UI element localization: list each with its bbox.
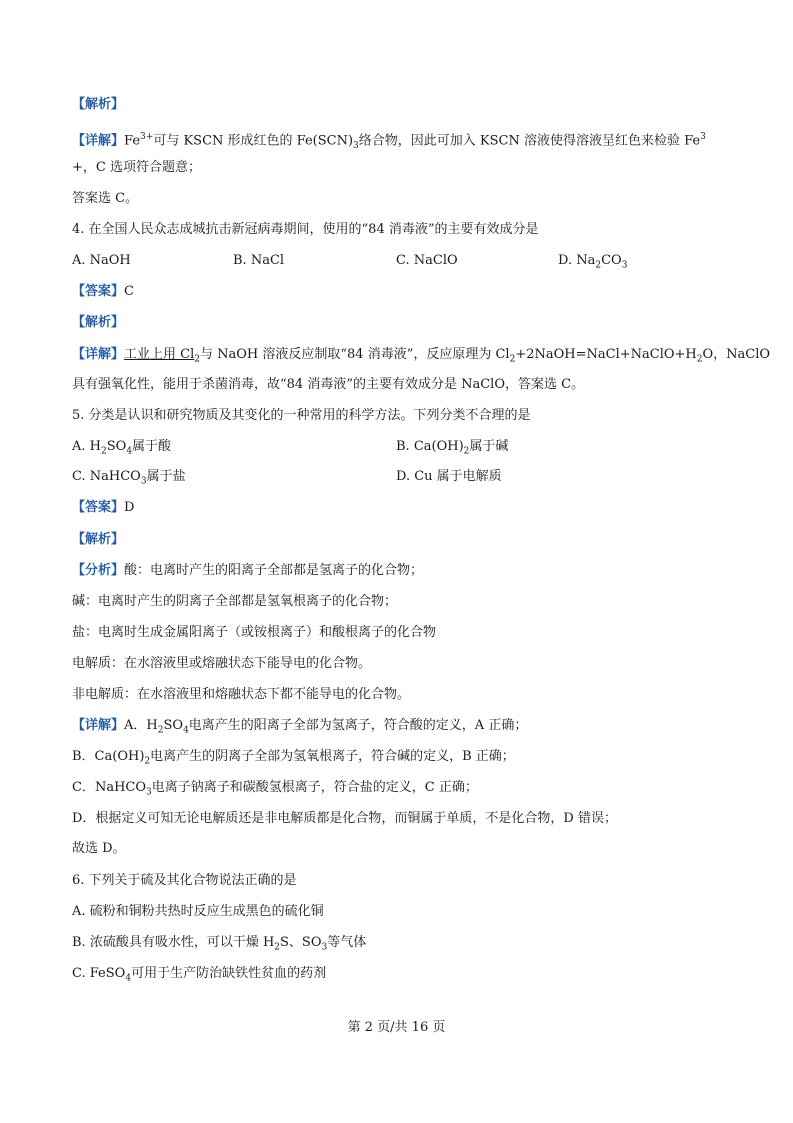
q3-answer-line — [72, 190, 138, 208]
option-text: A. H — [72, 439, 101, 454]
q4-answer-line — [72, 283, 134, 301]
q5-xiangjie-line-a — [72, 717, 527, 735]
text-run: Fe — [124, 133, 141, 149]
superscript: 3 — [700, 132, 706, 142]
jiexi-tag: 【解析】 — [72, 315, 125, 330]
q5-stem — [72, 407, 531, 425]
fenxi-tag: 【分析】 — [72, 563, 125, 578]
q4-jiexi-line — [72, 314, 124, 332]
answer-value: C — [124, 284, 134, 299]
q6-stem — [72, 872, 297, 890]
jiexi-tag: 【解析】 — [72, 97, 125, 112]
q6-option-b — [72, 934, 366, 952]
q5-answer-line — [72, 499, 134, 517]
q5-fenxi-line-4 — [72, 655, 371, 673]
daan-tag: 【答案】 — [72, 284, 125, 299]
q4-option-a — [72, 252, 131, 270]
q4-xiangjie-line-2 — [72, 376, 584, 394]
answer-text: 答案选 C。 — [72, 191, 139, 206]
q5-fenxi-line-3 — [72, 624, 436, 642]
text-run: A．H — [124, 718, 158, 733]
jiexi-tag: 【解析】 — [72, 532, 125, 547]
option-text: C. NaHCO — [72, 469, 141, 484]
text-run: +，C 选项符合题意； — [72, 160, 201, 175]
daan-tag: 【答案】 — [72, 500, 125, 515]
subscript: 3 — [146, 787, 152, 798]
subscript: 2 — [157, 725, 164, 736]
option-text: D. Cu 属于电解质 — [396, 469, 502, 484]
option-text: 属于酸 — [132, 439, 172, 454]
subscript: 3 — [140, 476, 147, 487]
option-text: B. 浓硫酸具有吸水性，可以干燥 H — [72, 935, 275, 950]
xiangjie-tag: 【详解】 — [72, 718, 125, 733]
subscript: 4 — [126, 446, 133, 457]
text-run: D．根据定义可知无论电解质还是非电解质都是化合物，而铜属于单质，不是化合物，D 错误； — [72, 811, 617, 826]
subscript: 4 — [125, 973, 132, 984]
q5-xiangjie-line-b — [72, 748, 515, 766]
text-run: 具有强氧化性，能用于杀菌消毒，故“84 消毒液”的主要有效成分是 NaClO，答案选 C。 — [72, 377, 585, 392]
text-run: O，NaClO — [702, 347, 771, 362]
q5-option-b — [396, 438, 508, 456]
subscript: 2 — [595, 260, 602, 271]
option-text: B. NaCl — [233, 253, 285, 268]
text-run: 与 NaOH 溶液反应制取“84 消毒液”，反应原理为 Cl — [200, 347, 510, 362]
q4-option-d — [558, 252, 627, 270]
q5-fenxi-line-2 — [72, 593, 397, 611]
xiangjie-tag: 【详解】 — [72, 347, 125, 362]
text-run: 盐：电离时生成金属阳离子（或铵根离子）和酸根离子的化合物 — [72, 625, 437, 640]
text-run: C．NaHCO — [72, 780, 147, 795]
q5-fenxi-line-1 — [72, 562, 423, 580]
q4-stem — [72, 221, 539, 239]
text-run: B．Ca(OH) — [72, 749, 145, 764]
q5-fenxi-line-5 — [72, 686, 410, 704]
text-run: 络合物，因此可加入 KSCN 溶液使得溶液呈红色来检验 Fe — [358, 133, 701, 149]
text-run: 电离子钠离子和碳酸氢根离子，符合盐的定义，C 正确； — [151, 780, 478, 795]
q5-xiangjie-line-c — [72, 779, 478, 797]
option-text: SO — [106, 439, 127, 454]
subscript: 3 — [621, 260, 628, 271]
answer-text: 故选 D。 — [72, 841, 126, 856]
q4-option-b — [233, 252, 284, 270]
q5-xiangjie-line-d — [72, 810, 617, 828]
text-run: 电离产生的阳离子全部为氢离子，符合酸的定义，A 正确； — [188, 718, 528, 733]
text-run: 电解质：在水溶液里或熔融状态下能导电的化合物。 — [72, 656, 372, 671]
subscript: 2 — [101, 446, 107, 457]
superscript: 3+ — [140, 132, 154, 142]
text-run: +2NaOH=NaCl+NaClO+H — [515, 347, 697, 362]
option-text: 属于盐 — [146, 469, 186, 484]
subscript: 4 — [183, 725, 189, 736]
q3-jiexi-line — [72, 96, 124, 114]
question-stem: 5. 分类是认识和研究物质及其变化的一种常用的科学方法。下列分类不合理的是 — [72, 408, 531, 423]
q5-option-a — [72, 438, 171, 456]
subscript: 2 — [463, 446, 470, 457]
xiangjie-tag: 【详解】 — [72, 133, 125, 149]
option-text: 等气体 — [327, 935, 367, 950]
subscript: 2 — [509, 354, 516, 365]
option-text: 属于碱 — [469, 439, 509, 454]
subscript: 2 — [144, 756, 151, 767]
text-run: 可与 KSCN 形成红色的 Fe(SCN) — [153, 133, 354, 149]
subscript: 3 — [321, 942, 328, 953]
q5-option-d — [396, 468, 502, 486]
subscript: 3 — [353, 140, 359, 151]
option-text: CO — [601, 253, 622, 268]
q4-xiangjie-line-1 — [72, 346, 770, 364]
option-text: 可用于生产防治缺铁性贫血的药剂 — [131, 966, 327, 981]
page-footer: 第 2 页/共 16 页 — [347, 1020, 446, 1035]
text-run: SO — [163, 718, 184, 733]
subscript: 2 — [696, 354, 703, 365]
question-stem: 4. 在全国人民众志成城抗击新冠病毒期间，使用的“84 消毒液”的主要有效成分是 — [72, 222, 539, 237]
option-text: B. Ca(OH) — [396, 439, 464, 454]
text-run: 电离产生的阴离子全部为氢氧根离子，符合碱的定义，B 正确； — [150, 749, 515, 764]
text-run: 工业上用 Cl — [124, 347, 195, 362]
option-text: D. Na — [558, 253, 596, 268]
subscript: 2 — [274, 942, 281, 953]
option-text: A. NaOH — [72, 253, 131, 268]
option-text: C. FeSO — [72, 966, 126, 981]
q6-option-c — [72, 965, 326, 983]
q3-xiangjie-line-1 — [72, 128, 706, 151]
q5-jiexi-line — [72, 531, 124, 549]
answer-value: D — [124, 500, 135, 515]
question-stem: 6. 下列关于硫及其化合物说法正确的是 — [72, 873, 297, 888]
subscript: 2 — [194, 354, 200, 365]
q4-option-c — [396, 252, 458, 270]
option-text: S、SO — [280, 935, 322, 950]
text-run: 酸：电离时产生的阳离子全部都是氢离子的化合物； — [124, 563, 424, 578]
option-text: A. 硫粉和铜粉共热时反应生成黑色的硫化铜 — [72, 904, 324, 919]
text-run: 非电解质：在水溶液里和熔融状态下都不能导电的化合物。 — [72, 687, 411, 702]
q3-xiangjie-line-2 — [72, 159, 201, 177]
q5-option-c — [72, 468, 186, 486]
text-run: 碱：电离时产生的阴离子全部都是氢氧根离子的化合物； — [72, 594, 398, 609]
q6-option-a — [72, 903, 324, 921]
option-text: C. NaClO — [396, 253, 458, 268]
q5-answer-final — [72, 840, 126, 858]
